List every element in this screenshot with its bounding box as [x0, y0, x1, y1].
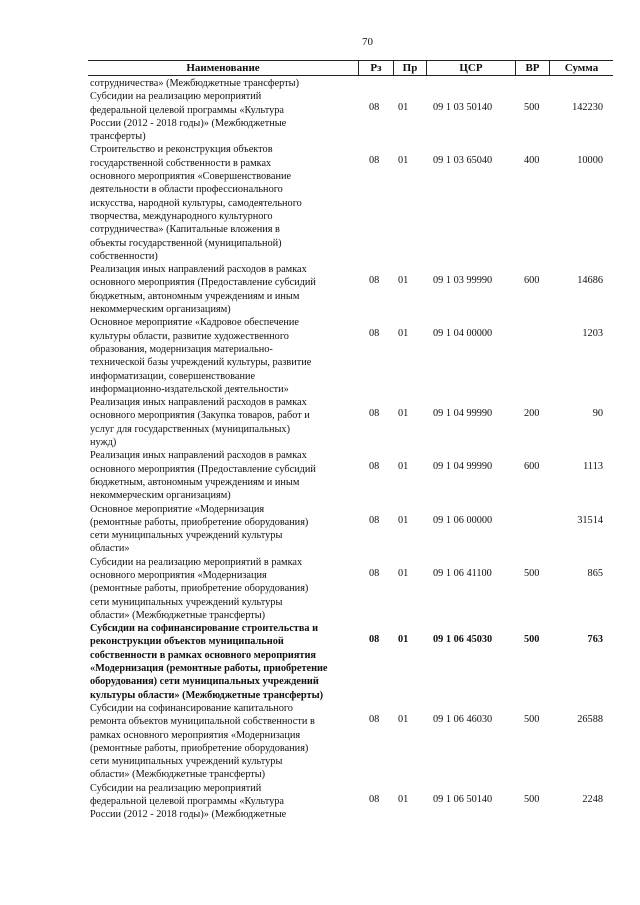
table-body	[0, 77, 640, 822]
row-name-line: оборудования) сети муниципальных учреждений	[90, 676, 319, 688]
row-rz: 08	[369, 275, 380, 287]
row-sum: 763	[587, 634, 603, 646]
row-name	[90, 90, 352, 143]
row-vr: 600	[524, 275, 540, 287]
row-rz: 08	[369, 514, 380, 526]
row-name-line: Реализация иных направлений расходов в рамках	[90, 397, 307, 409]
row-name-line: культуры области» (Межбюджетные трансферты)	[90, 689, 324, 701]
row-name-line: бюджетным, автономным учреждениям и иным	[90, 290, 300, 302]
row-name	[90, 396, 352, 449]
row-pr: 01	[398, 514, 409, 526]
row-name	[90, 77, 352, 90]
row-csr: 09 1 06 41100	[433, 567, 492, 579]
row-name-line: культуры области, развитие художественного	[90, 330, 289, 342]
row-sum: 2248	[582, 793, 603, 805]
row-name-line: информатизации, совершенствование	[90, 370, 256, 382]
row-name	[90, 782, 352, 822]
row-name-line: основного мероприятия (Предоставление субсидий	[90, 277, 316, 289]
row-csr: 09 1 06 46030	[433, 713, 493, 725]
row-name-line: основного мероприятия «Модернизация	[90, 569, 267, 581]
row-pr: 01	[398, 461, 409, 473]
row-csr: 09 1 06 00000	[433, 514, 493, 526]
row-name-line: образования, модернизация материально-	[90, 343, 273, 355]
row-pr: 01	[398, 793, 409, 805]
row-sum: 26588	[577, 713, 603, 725]
row-csr: 09 1 04 99990	[433, 408, 493, 420]
row-name	[90, 316, 352, 396]
row-name-line: сотрудничества» (Капитальные вложения в	[90, 224, 280, 236]
row-name-line: (ремонтные работы, приобретение оборудования)	[90, 742, 309, 754]
row-name-line: сотрудничества» (Межбюджетные трансферты)	[90, 78, 299, 89]
row-name-line: технической базы учреждений культуры, развитие	[90, 357, 312, 369]
table-row	[0, 503, 640, 556]
row-name-line: бюджетным, автономным учреждениям и иным	[90, 476, 300, 488]
row-name-line: сети муниципальных учреждений культуры	[90, 756, 283, 768]
header-sum: Сумма	[564, 62, 599, 74]
row-name	[90, 449, 352, 502]
header-vr: ВР	[525, 62, 540, 74]
row-name-line: творчества, международного культурного	[90, 210, 273, 222]
row-name-line: собственности в рамках основного мероприятия	[90, 649, 316, 661]
row-name-line: Субсидии на реализацию мероприятий	[90, 782, 262, 794]
table-row	[0, 316, 640, 396]
table-row	[0, 622, 640, 702]
row-name-line: сети муниципальных учреждений культуры	[90, 530, 283, 542]
row-pr: 01	[398, 275, 409, 287]
row-csr: 09 1 04 99990	[433, 461, 493, 473]
row-name-line: Основное мероприятие «Модернизация	[90, 503, 265, 515]
row-name-line: основного мероприятия (Закупка товаров, работ и	[90, 410, 310, 422]
row-name-line: нужд)	[90, 437, 117, 449]
row-name-line: объекты государственной (муниципальной)	[90, 237, 282, 249]
header-csr: ЦСР	[459, 62, 483, 74]
row-csr: 09 1 06 50140	[433, 793, 493, 805]
row-name-line: Строительство и реконструкция объектов	[90, 144, 273, 156]
row-name-line: собственности)	[90, 250, 158, 262]
row-vr: 600	[524, 461, 540, 473]
row-name-line: Субсидии на реализацию мероприятий	[90, 91, 262, 103]
row-csr: 09 1 04 00000	[433, 328, 493, 340]
row-name-line: основного мероприятия «Совершенствование	[90, 171, 292, 183]
row-csr: 09 1 06 45030	[433, 634, 493, 646]
row-name-line: реконструкции объектов муниципальной	[90, 636, 284, 648]
row-name-line: Субсидии на реализацию мероприятий в рамках	[90, 556, 303, 568]
row-name-line: области» (Межбюджетные трансферты)	[90, 609, 266, 621]
table-header	[88, 60, 613, 76]
row-name-line: области»	[90, 543, 130, 555]
table-row	[0, 449, 640, 502]
row-vr: 500	[524, 793, 540, 805]
table-row	[0, 556, 640, 622]
table-row	[0, 702, 640, 782]
row-name-line: Субсидии на софинансирование капитального	[90, 702, 293, 714]
row-vr: 500	[524, 567, 540, 579]
row-name-line: федеральной целевой программы «Культура	[90, 796, 285, 808]
row-name-line: сети муниципальных учреждений культуры	[90, 596, 283, 608]
row-name-line: деятельности в области профессионального	[90, 184, 283, 196]
row-name-line: государственной собственности в рамках	[90, 157, 272, 169]
row-vr: 400	[524, 155, 540, 167]
row-rz: 08	[369, 634, 380, 646]
row-name-line: информационно-издательской деятельности»	[90, 383, 289, 395]
row-sum: 31514	[577, 514, 603, 526]
row-name-line: основного мероприятия (Предоставление субсидий	[90, 463, 316, 475]
row-name-line: России (2012 - 2018 годы)» (Межбюджетные	[90, 117, 287, 129]
header-pr: Пр	[402, 62, 418, 74]
row-rz: 08	[369, 461, 380, 473]
row-sum: 865	[587, 567, 603, 579]
row-csr: 09 1 03 99990	[433, 275, 493, 287]
row-rz: 08	[369, 155, 380, 167]
row-name-line: рамках основного мероприятия «Модернизация	[90, 729, 301, 741]
table-row	[0, 263, 640, 316]
row-name-line: некоммерческим организациям)	[90, 490, 231, 502]
table-row	[0, 90, 640, 143]
row-sum: 90	[592, 408, 603, 420]
row-sum: 10000	[577, 155, 603, 167]
header-name: Наименование	[186, 62, 260, 74]
row-name-line: федеральной целевой программы «Культура	[90, 104, 285, 116]
row-csr: 09 1 03 50140	[433, 102, 493, 114]
table-row	[0, 143, 640, 263]
row-pr: 01	[398, 155, 409, 167]
row-rz: 08	[369, 102, 380, 114]
row-pr: 01	[398, 102, 409, 114]
row-csr: 09 1 03 65040	[433, 155, 493, 167]
row-name	[90, 622, 352, 702]
row-sum: 1113	[583, 461, 603, 473]
row-vr: 500	[524, 634, 540, 646]
row-name-line: ремонта объектов муниципальной собственности в	[90, 716, 315, 728]
row-pr: 01	[398, 328, 409, 340]
row-pr: 01	[398, 713, 409, 725]
table-row	[0, 77, 640, 90]
row-vr: 200	[524, 408, 540, 420]
header-rz: Рз	[370, 62, 382, 74]
row-name-line: Субсидии на софинансирование строительства и	[90, 623, 319, 635]
row-rz: 08	[369, 408, 380, 420]
row-name-line: услуг для государственных (муниципальных)	[90, 423, 291, 435]
row-name	[90, 143, 352, 263]
page-number: 70	[362, 36, 373, 48]
row-name	[90, 503, 352, 556]
row-name	[90, 702, 352, 782]
row-pr: 01	[398, 567, 409, 579]
row-pr: 01	[398, 408, 409, 420]
row-name-line: области» (Межбюджетные трансферты)	[90, 769, 266, 781]
row-name-line: (ремонтные работы, приобретение оборудования)	[90, 516, 309, 528]
row-sum: 1203	[582, 328, 603, 340]
row-name-line: «Модернизация (ремонтные работы, приобретение	[90, 663, 328, 675]
row-name-line: трансферты)	[90, 131, 146, 143]
row-sum: 142230	[572, 102, 603, 114]
table-row	[0, 782, 640, 822]
row-name-line: Основное мероприятие «Кадровое обеспечение	[90, 317, 299, 329]
table-row	[0, 396, 640, 449]
row-name-line: Реализация иных направлений расходов в рамках	[90, 264, 307, 276]
row-name-line: Реализация иных направлений расходов в рамках	[90, 450, 307, 462]
row-name-line: России (2012 - 2018 годы)» (Межбюджетные	[90, 809, 287, 821]
row-name	[90, 263, 352, 316]
row-rz: 08	[369, 328, 380, 340]
row-rz: 08	[369, 793, 380, 805]
row-name	[90, 556, 352, 622]
row-vr: 500	[524, 713, 540, 725]
row-pr: 01	[398, 634, 409, 646]
row-name-line: некоммерческим организациям)	[90, 304, 231, 316]
row-rz: 08	[369, 567, 380, 579]
row-name-line: (ремонтные работы, приобретение оборудования)	[90, 583, 309, 595]
row-rz: 08	[369, 713, 380, 725]
row-sum: 14686	[577, 275, 603, 287]
row-vr: 500	[524, 102, 540, 114]
row-name-line: искусства, народной культуры, самодеятельного	[90, 197, 302, 209]
